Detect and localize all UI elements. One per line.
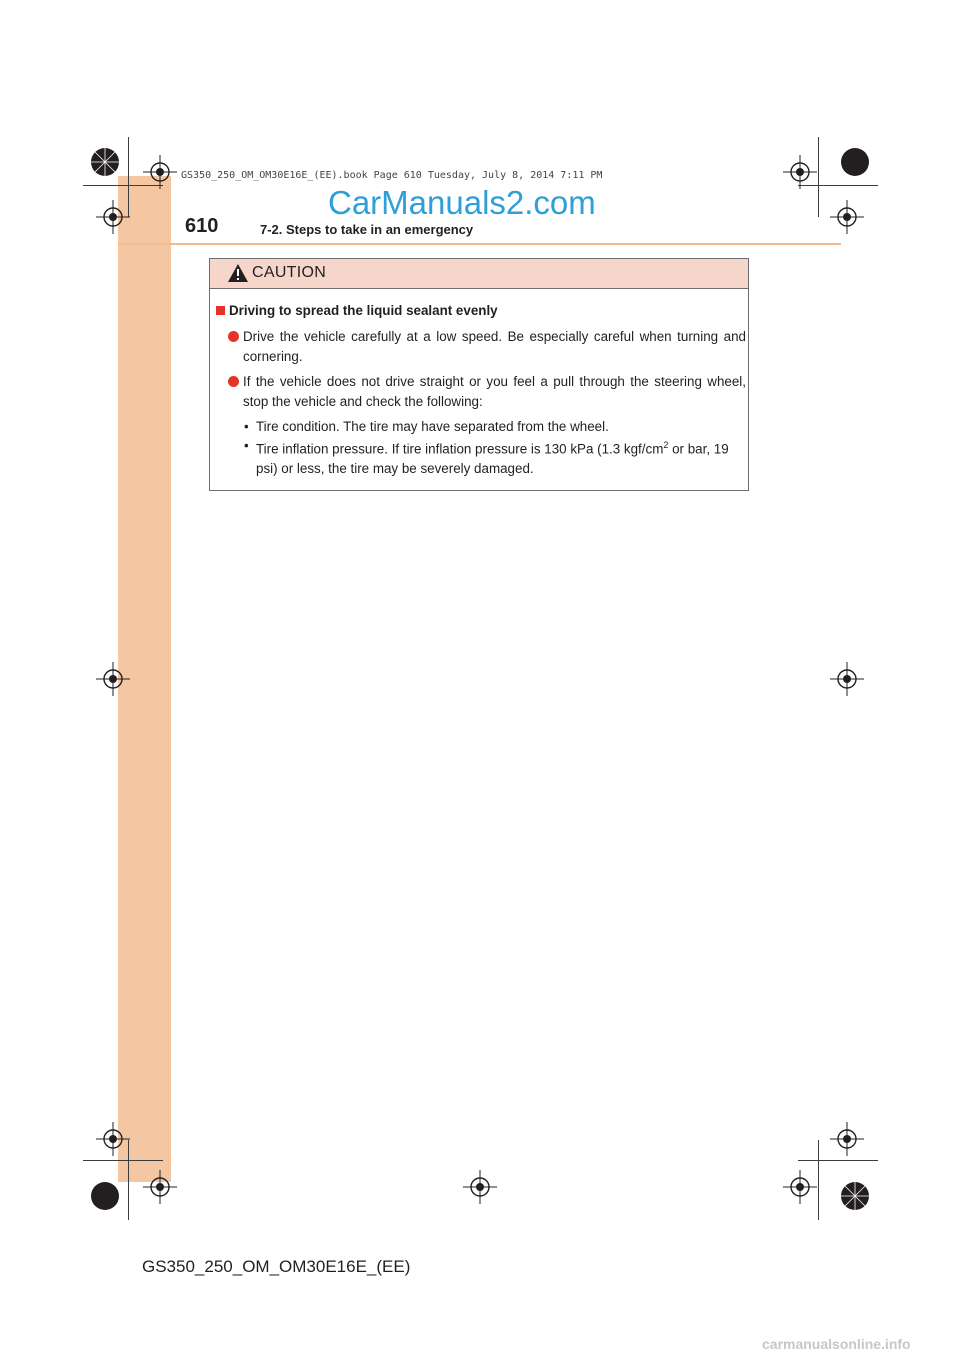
starburst-target-icon xyxy=(90,1181,120,1211)
registration-mark-icon xyxy=(96,200,130,234)
bullet-dot-icon xyxy=(228,376,239,387)
starburst-target-icon xyxy=(840,1181,870,1211)
bullet-dot-icon xyxy=(228,331,239,342)
warning-triangle-icon xyxy=(227,263,249,283)
crop-line xyxy=(818,1140,819,1220)
square-bullet-icon xyxy=(216,306,225,315)
sub-list-item: • Tire condition. The tire may have separated from the wheel. xyxy=(244,417,744,437)
starburst-target-icon xyxy=(90,147,120,177)
registration-mark-icon xyxy=(143,1170,177,1204)
registration-mark-icon xyxy=(96,662,130,696)
caution-heading: Driving to spread the liquid sealant evenly xyxy=(216,301,498,321)
sub-bullet-mark: • xyxy=(244,419,249,434)
starburst-target-icon xyxy=(840,147,870,177)
caution-box xyxy=(209,258,749,491)
registration-mark-icon xyxy=(783,155,817,189)
section-title: 7-2. Steps to take in an emergency xyxy=(260,222,474,237)
sub-list-item: • Tire inflation pressure. If tire inflation pressure is 130 kPa (1.3 kgf/$cm^2$ or bar, 19 psi) or less, the tire may be severely damaged. xyxy=(244,438,729,476)
watermark-top[interactable]: CarManuals2.com xyxy=(328,184,596,221)
crop-line xyxy=(798,1160,878,1161)
registration-mark-icon xyxy=(830,1122,864,1156)
header-rule xyxy=(118,243,841,245)
sub-bullet-mark: • xyxy=(244,438,249,453)
registration-mark-icon xyxy=(143,155,177,189)
footer-code: GS350_250_OM_OM30E16E_(EE) xyxy=(142,1257,411,1276)
registration-mark-icon xyxy=(830,200,864,234)
caution-header xyxy=(210,259,748,289)
caution-label: CAUTION xyxy=(252,264,327,281)
superscript: 2 xyxy=(663,440,669,450)
registration-mark-icon xyxy=(96,1122,130,1156)
page-number: 610 xyxy=(185,215,219,237)
crop-line xyxy=(83,1160,163,1161)
list-item: Drive the vehicle carefully at a low speed. Be especially careful when turning and cornering. xyxy=(228,327,746,366)
watermark-bottom[interactable]: carmanualsonline.info xyxy=(762,1336,911,1352)
list-item: If the vehicle does not drive straight or you feel a pull through the steering wheel, stop the vehicle and check the following: xyxy=(228,372,746,411)
registration-mark-icon xyxy=(830,662,864,696)
print-info: GS350_250_OM_OM30E16E_(EE).book Page 610 Tuesday, July 8, 2014 7:11 PM xyxy=(181,170,603,181)
registration-mark-icon xyxy=(463,1170,497,1204)
registration-mark-icon xyxy=(783,1170,817,1204)
crop-line xyxy=(818,137,819,217)
